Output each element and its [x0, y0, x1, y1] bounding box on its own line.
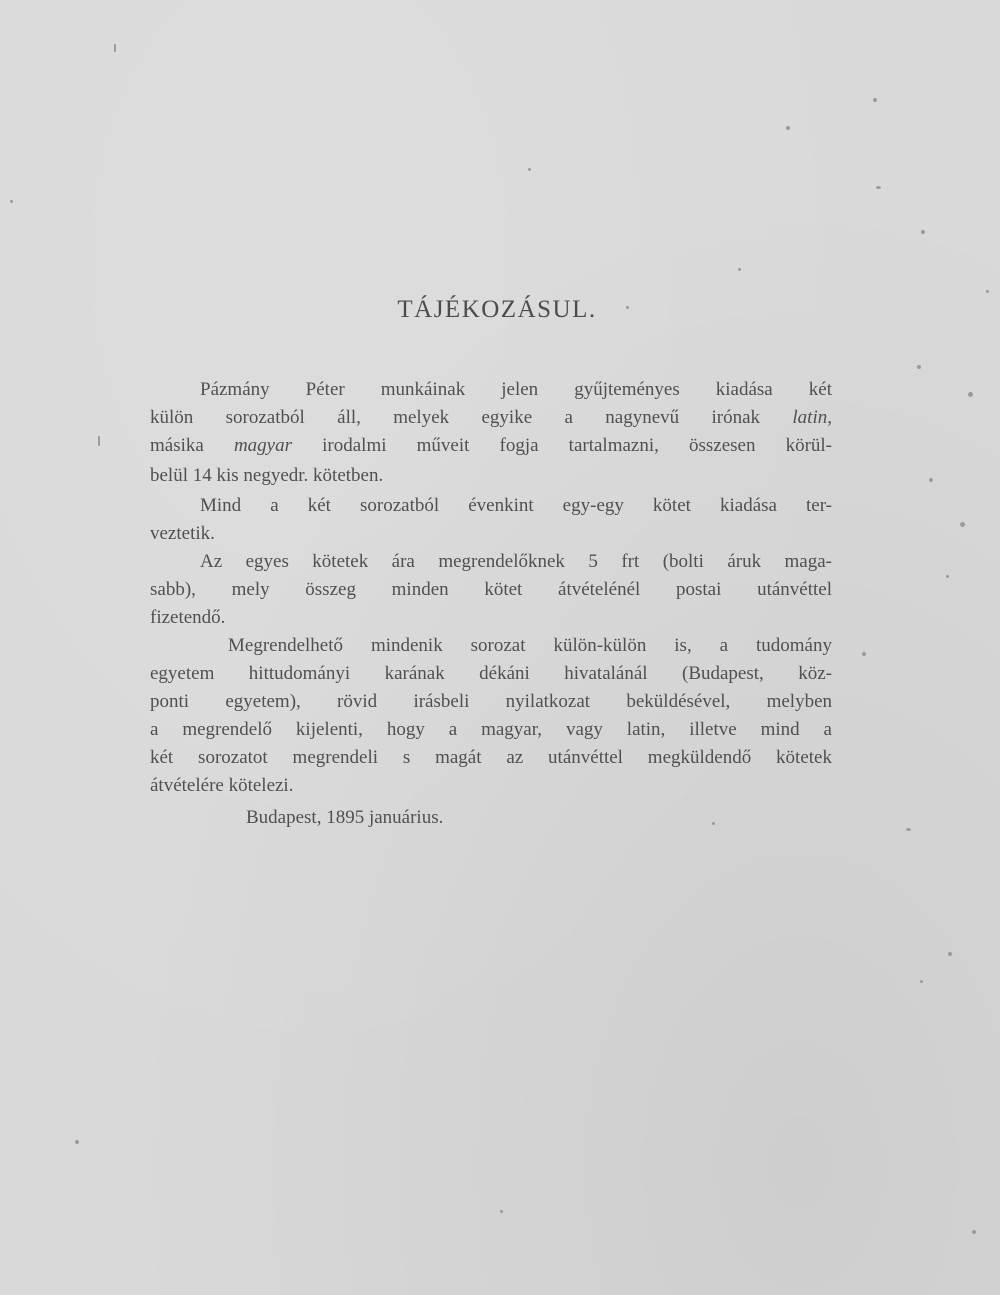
scan-speck — [786, 126, 790, 130]
paragraph-4-line-5: két sorozatot megrendeli s magát az utánvéttel megküldendő kötetek — [150, 747, 832, 768]
scan-speck — [114, 44, 116, 52]
paragraph-1-line-4: belül 14 kis negyedr. kötetben. — [150, 465, 384, 486]
scan-speck — [920, 980, 923, 983]
scan-speck — [986, 290, 989, 293]
scan-speck — [876, 186, 881, 189]
paragraph-3-line-1: Az egyes kötetek ára megrendelőknek 5 frt (bolti áruk maga- — [200, 551, 832, 572]
paragraph-4-line-3: ponti egyetem), rövid irásbeli nyilatkozat beküldésével, melyben — [150, 691, 832, 712]
scan-speck — [862, 652, 866, 656]
paragraph-2-line-2: veztetik. — [150, 523, 215, 544]
scan-speck — [75, 1140, 79, 1144]
scan-speck — [906, 828, 911, 831]
paragraph-3-line-3: fizetendő. — [150, 607, 226, 628]
scan-speck — [972, 1230, 976, 1234]
scan-speck — [929, 478, 933, 482]
paragraph-2-line-1: Mind a két sorozatból évenkint egy-egy kötet kiadása ter- — [200, 495, 832, 516]
paragraph-1-line-1: Pázmány Péter munkáinak jelen gyűjteményes kiadása két — [200, 379, 832, 400]
paragraph-4-line-6: átvételére kötelezi. — [150, 775, 294, 796]
scan-speck — [948, 952, 952, 956]
paragraph-1-line-3 — [150, 434, 832, 458]
paragraph-1-line-2 — [150, 406, 832, 430]
scan-speck — [921, 230, 925, 234]
scan-speck — [917, 365, 921, 369]
scan-speck — [500, 1210, 503, 1213]
paragraph-4-line-4: a megrendelő kijelenti, hogy a magyar, vagy latin, illetve mind a — [150, 719, 832, 740]
italic-word-magyar: magyar — [233, 435, 293, 456]
paragraph-3-line-2: sabb), mely összeg minden kötet átvételénél postai utánvéttel — [150, 579, 832, 600]
scan-speck — [960, 522, 965, 527]
scan-speck — [10, 200, 13, 203]
scan-speck — [528, 168, 531, 171]
scan-speck — [946, 575, 949, 578]
text-segment: másika — [150, 435, 204, 456]
text-segment: irodalmi műveit fogja tartalmazni, összesen körül- — [322, 435, 833, 456]
italic-word-latin: latin, — [792, 407, 832, 428]
scan-speck — [98, 436, 100, 446]
paragraph-4-line-2: egyetem hittudományi karának dékáni hivatalánál (Budapest, köz- — [150, 663, 832, 684]
paragraph-4-line-1: Megrendelhető mindenik sorozat külön-külön is, a tudomány — [228, 635, 832, 656]
text-segment: külön sorozatból áll, melyek egyike a nagynevű irónak — [150, 407, 761, 428]
page-title: TÁJÉKOZÁSUL. — [397, 296, 597, 323]
scan-speck — [712, 822, 715, 825]
scan-speck — [968, 392, 973, 397]
dateline: Budapest, 1895 januárius. — [246, 807, 444, 828]
scan-speck — [738, 268, 741, 271]
scan-speck — [873, 98, 877, 102]
